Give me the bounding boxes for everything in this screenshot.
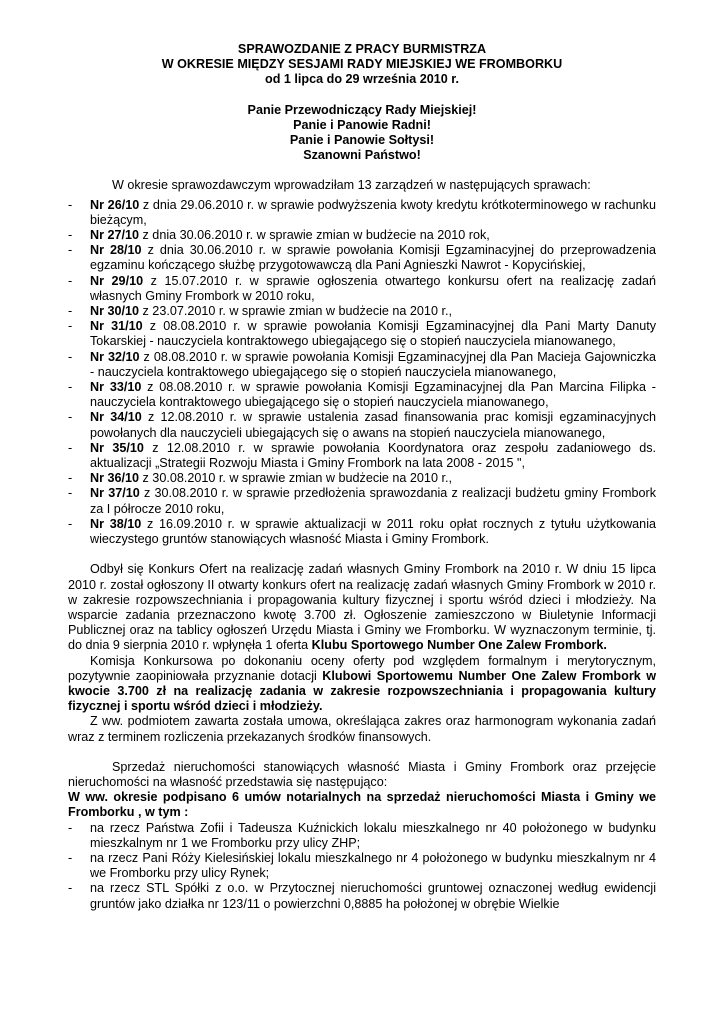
order-text: z 08.08.2010 r. w sprawie powołania Komisji Egzaminacyjnej dla Pan Macieja Gajowniczka - nauczyciela kontraktowego ubiegającego się o stopień nauczyciela mianowanego, bbox=[90, 349, 656, 379]
order-item bbox=[68, 410, 656, 440]
contest-text: Komisja Konkursowa po dokonaniu oceny oferty pod względem formalnym i merytorycznym, pozytywnie zaopiniowała przyznanie dotacji bbox=[68, 653, 656, 683]
order-number: Nr 34/10 bbox=[90, 410, 142, 425]
order-item bbox=[68, 517, 656, 547]
order-text: z 08.08.2010 r. w sprawie powołania Komisji Egzaminacyjnej dla Pani Marty Danuty Tokarskiej - nauczyciela kontraktowego ubiegającego się o stopień nauczyciela mianowanego, bbox=[90, 319, 657, 349]
order-item bbox=[68, 441, 656, 471]
title-line-3: od 1 lipca do 29 września 2010 r. bbox=[265, 72, 459, 87]
order-text: z 23.07.2010 r. w sprawie zmian w budżecie na 2010 r., bbox=[139, 304, 452, 319]
order-text: z 08.08.2010 r. w sprawie powołania Komisji Egzaminacyjnej dla Pan Marcina Filipka - nauczyciela kontraktowego ubiegającego się o stopień nauczyciela mianowanego, bbox=[90, 380, 656, 410]
report-title bbox=[68, 42, 656, 88]
order-number: Nr 36/10 bbox=[90, 471, 140, 486]
order-item bbox=[68, 274, 656, 304]
property-item: - na rzecz Pani Róży Kielesińskiej lokalu mieszkalnego nr 4 położonego w budynku mieszkalnym nr 4 we Fromborku przy ulicy Rynek; bbox=[68, 851, 656, 881]
property-item: - na rzecz Państwa Zofii i Tadeusza Kuźnickich lokalu mieszkalnego nr 40 położonego w budynku mieszkalnym nr 1 we Fromborku przy ulicy ZHP; bbox=[68, 821, 656, 851]
contest-paragraph-1 bbox=[68, 562, 656, 653]
order-number: Nr 35/10 bbox=[90, 440, 144, 455]
order-item bbox=[68, 198, 656, 228]
order-number: Nr 26/10 bbox=[90, 197, 140, 212]
order-number: Nr 33/10 bbox=[90, 380, 142, 395]
contest-paragraph-2 bbox=[68, 654, 656, 715]
greeting-line: Szanowni Państwo! bbox=[303, 148, 421, 163]
title-line-2: W OKRESIE MIĘDZY SESJAMI RADY MIEJSKIEJ WE FROMBORKU bbox=[161, 57, 563, 72]
greeting-line: Panie i Panowie Sołtysi! bbox=[289, 133, 435, 148]
order-number: Nr 29/10 bbox=[90, 273, 144, 288]
greeting-line: Panie Przewodniczący Rady Miejskiej! bbox=[247, 102, 477, 117]
order-number: Nr 38/10 bbox=[90, 516, 142, 531]
order-number: Nr 32/10 bbox=[90, 349, 140, 364]
order-number: Nr 31/10 bbox=[90, 319, 143, 334]
orders-intro: W okresie sprawozdawczym wprowadziłam 13 zarządzeń w następujących sprawach: bbox=[112, 178, 591, 193]
order-item bbox=[68, 319, 656, 349]
contest-grant-decision: Klubowi Sportowemu Number One Zalew Frombork w kwocie 3.700 zł na realizację zadania w zakresie rozpowszechniania i propagowania kultury fizycznej i sportu wśród dzieci i młodzieży. bbox=[68, 668, 656, 714]
greeting bbox=[68, 103, 656, 164]
order-text: z 12.08.2010 r. w sprawie ustalenia zasad finansowania prac komisji egzaminacyjnych powołanych dla nauczycieli ubiegających się o awans na stopień nauczyciela mianowanego, bbox=[90, 410, 656, 440]
order-text: z 30.08.2010 r. w sprawie przedłożenia sprawozdania z realizacji budżetu gminy Frombork za I półrocze 2010 roku, bbox=[90, 486, 656, 516]
contest-paragraph-3: Z ww. podmiotem zawarta została umowa, określająca zakres oraz harmonogram wykonania zadań wraz z terminem rozliczenia przekazanych środków finansowych. bbox=[68, 714, 656, 744]
order-number: Nr 30/10 bbox=[90, 304, 140, 319]
order-text: z dnia 30.06.2010 r. w sprawie powołania Komisji Egzaminacyjnej do przeprowadzenia egzaminu kończącego służbę przygotowawczą dla Pani Agnieszki Nawrot - Kopycińskiej, bbox=[90, 243, 656, 273]
order-item bbox=[68, 350, 656, 380]
order-item bbox=[68, 243, 656, 273]
property-intro: Sprzedaż nieruchomości stanowiących własność Miasta i Gminy Frombork oraz przejęcie nieruchomości na własność przedstawia się następująco: bbox=[68, 759, 656, 789]
order-text: z 16.09.2010 r. w sprawie aktualizacji w 2011 roku opłat rocznych z tytułu użytkowania wieczystego gruntów stanowiących własność Miasta i Gminy Frombork. bbox=[90, 516, 656, 547]
property-summary-text: W ww. okresie podpisano 6 umów notarialnych na sprzedaż nieruchomości Miasta i Gminy we Fromborku , w tym : bbox=[68, 790, 656, 820]
order-item bbox=[68, 486, 656, 516]
order-text: z 12.08.2010 r. w sprawie powołania Koordynatora oraz zespołu zadaniowego ds. aktualizacji „Strategii Rozwoju Miasta i Gminy Frombork na lata 2008 - 2015 ", bbox=[90, 440, 657, 471]
order-number: Nr 27/10 bbox=[90, 228, 140, 243]
order-text: z 30.08.2010 r. w sprawie zmian w budżecie na 2010 r., bbox=[139, 471, 452, 486]
order-text: z 15.07.2010 r. w sprawie ogłoszenia otwartego konkursu ofert na realizację zadań własnych Gminy Frombork w 2010 roku, bbox=[90, 273, 656, 303]
order-item bbox=[68, 471, 656, 486]
order-item bbox=[68, 304, 656, 319]
order-number: Nr 28/10 bbox=[90, 243, 142, 258]
order-number: Nr 37/10 bbox=[90, 486, 140, 501]
order-text: z dnia 29.06.2010 r. w sprawie podwyższenia kwoty kredytu krótkoterminowego w rachunku bieżącym, bbox=[90, 197, 656, 227]
order-text: z dnia 30.06.2010 r. w sprawie zmian w budżecie na 2010 rok, bbox=[139, 228, 490, 243]
property-item: - na rzecz STL Spółki z o.o. w Przytocznej nieruchomości gruntowej oznaczonej według ewidencji gruntów jako działka nr 123/11 o powierzchni 0,8885 ha położonej w obrębie Wielkie bbox=[68, 881, 656, 911]
order-item bbox=[68, 380, 656, 410]
greeting-line: Panie i Panowie Radni! bbox=[293, 117, 431, 132]
property-summary bbox=[68, 790, 656, 820]
title-line-1: SPRAWOZDANIE Z PRACY BURMISTRZA bbox=[237, 42, 487, 56]
orders-list bbox=[68, 198, 656, 548]
property-list bbox=[68, 821, 656, 912]
order-item bbox=[68, 228, 656, 243]
contest-club-name: Klubu Sportowego Number One Zalew Frombork. bbox=[311, 638, 607, 653]
contest-text: Odbył się Konkurs Ofert na realizację zadań własnych Gminy Frombork na 2010 r. W dniu 15 lipca 2010 r. został ogłoszony II otwarty konkurs ofert na realizację zadań własnych Gminy Frombork w 2010 r. w zakresie rozpowszechniania i propagowania kultury fizycznej i sportu wśród dzieci i młodzieży. Na wsparcie zadania przeznaczono kwotę 3.700 zł. Ogłoszenie zamieszczono w Biuletynie Informacji Publicznej oraz na tablicy ogłoszeń Urzędu Miasta i Gminy we Fromborku. W wyznaczonym terminie, tj. do dnia 9 sierpnia 2010 r. wpłynęła 1 oferta bbox=[68, 562, 656, 653]
